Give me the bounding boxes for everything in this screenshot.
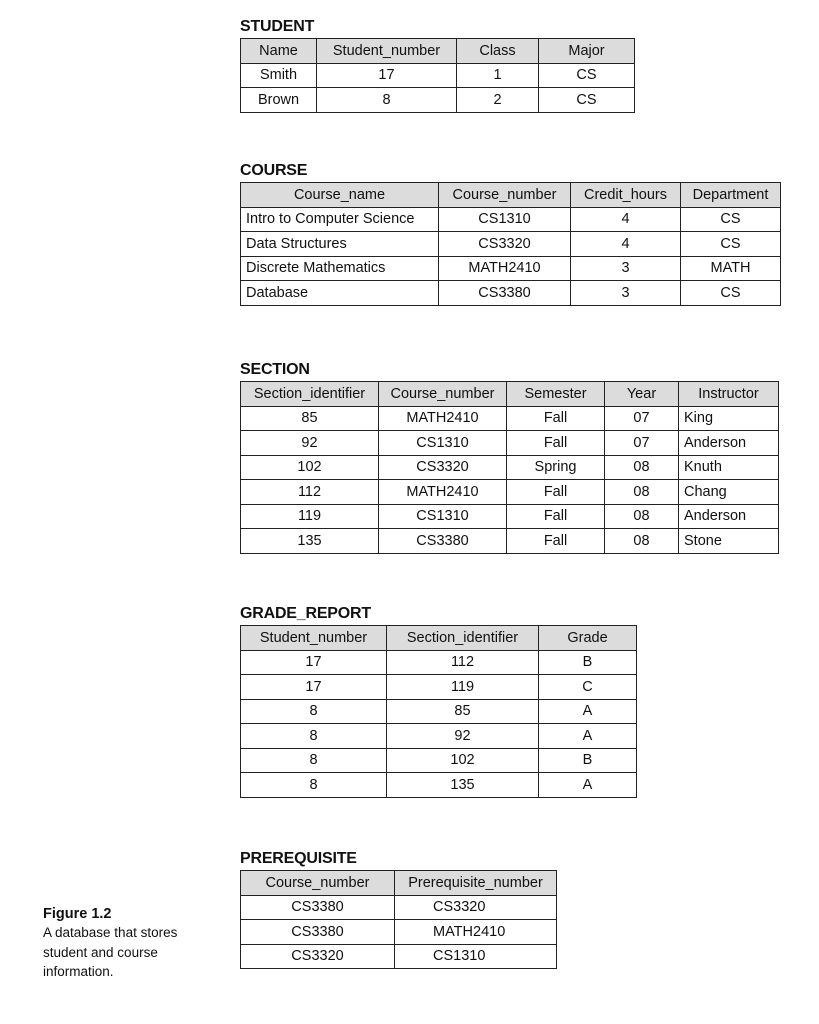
column-header: Prerequisite_number (395, 871, 557, 896)
column-header: Course_name (241, 183, 439, 208)
table-cell: Stone (679, 529, 779, 554)
table-cell: MATH (681, 256, 781, 281)
table-cell: A (539, 699, 637, 724)
table-cell: CS (539, 63, 635, 88)
table-cell: MATH2410 (395, 920, 557, 945)
column-header: Grade (539, 626, 637, 651)
column-header: Instructor (679, 382, 779, 407)
table-cell: 8 (241, 773, 387, 798)
course-table (240, 182, 781, 306)
table-cell: 92 (241, 431, 379, 456)
table-cell: Spring (507, 455, 605, 480)
table-cell: Anderson (679, 431, 779, 456)
table-cell: 8 (241, 724, 387, 749)
table-cell: Knuth (679, 455, 779, 480)
table-cell: 4 (571, 207, 681, 232)
figure-caption-line: information. (43, 964, 114, 979)
table-cell: 102 (387, 748, 539, 773)
column-header: Section_identifier (387, 626, 539, 651)
table-cell: 4 (571, 232, 681, 257)
grade-report-table-block (240, 605, 637, 798)
table-cell: 3 (571, 281, 681, 306)
table-cell: 8 (241, 699, 387, 724)
grade-report-table-title: GRADE_REPORT (240, 605, 371, 622)
table-cell: 119 (241, 504, 379, 529)
table-cell: Fall (507, 529, 605, 554)
table-cell: C (539, 675, 637, 700)
course-table-title: COURSE (240, 162, 308, 179)
table-cell: 08 (605, 504, 679, 529)
table-cell: Fall (507, 504, 605, 529)
table-row (241, 63, 635, 88)
table-cell: CS3320 (439, 232, 571, 257)
table-cell: 85 (241, 406, 379, 431)
student-table-block (240, 18, 635, 113)
table-cell: CS1310 (379, 504, 507, 529)
prerequisite-table-title: PREREQUISITE (240, 850, 357, 867)
table-cell: MATH2410 (379, 480, 507, 505)
table-cell: CS3320 (241, 944, 395, 969)
table-row (241, 256, 781, 281)
table-row (241, 748, 637, 773)
table-cell: 112 (241, 480, 379, 505)
figure-title: Figure 1.2 (43, 906, 112, 922)
table-row (241, 724, 637, 749)
section-table-block (240, 361, 779, 554)
table-cell: 8 (317, 88, 457, 113)
table-cell: 17 (241, 675, 387, 700)
table-cell: CS3380 (241, 895, 395, 920)
table-row (241, 895, 557, 920)
column-header: Course_number (241, 871, 395, 896)
table-cell: 17 (317, 63, 457, 88)
table-cell: CS1310 (379, 431, 507, 456)
table-cell: CS3380 (241, 920, 395, 945)
table-cell: Fall (507, 480, 605, 505)
table-row (241, 920, 557, 945)
column-header: Section_identifier (241, 382, 379, 407)
table-cell: B (539, 748, 637, 773)
table-cell: Fall (507, 406, 605, 431)
table-row (241, 699, 637, 724)
table-cell: MATH2410 (439, 256, 571, 281)
table-cell: 92 (387, 724, 539, 749)
table-cell: CS3320 (379, 455, 507, 480)
table-cell: 85 (387, 699, 539, 724)
table-row (241, 504, 779, 529)
table-cell: 135 (241, 529, 379, 554)
table-row (241, 455, 779, 480)
student-table (240, 38, 635, 113)
column-header: Credit_hours (571, 183, 681, 208)
table-cell: CS3380 (439, 281, 571, 306)
column-header: Student_number (241, 626, 387, 651)
table-cell: 102 (241, 455, 379, 480)
column-header: Semester (507, 382, 605, 407)
table-cell: 119 (387, 675, 539, 700)
table-row (241, 431, 779, 456)
table-row (241, 406, 779, 431)
student-table-title: STUDENT (240, 18, 315, 35)
table-cell: Brown (241, 88, 317, 113)
section-table-title: SECTION (240, 361, 310, 378)
figure-caption (43, 905, 218, 982)
table-cell: 1 (457, 63, 539, 88)
column-header: Student_number (317, 39, 457, 64)
table-cell: 08 (605, 529, 679, 554)
table-header-row (241, 871, 557, 896)
table-header-row (241, 39, 635, 64)
table-cell: 07 (605, 431, 679, 456)
table-cell: Anderson (679, 504, 779, 529)
table-cell: 08 (605, 480, 679, 505)
table-cell: A (539, 724, 637, 749)
table-cell: Chang (679, 480, 779, 505)
prerequisite-table-block (240, 850, 557, 969)
grade-report-table (240, 625, 637, 798)
table-cell: CS1310 (439, 207, 571, 232)
table-header-row (241, 626, 637, 651)
table-row (241, 480, 779, 505)
table-cell: 3 (571, 256, 681, 281)
table-row (241, 773, 637, 798)
section-table (240, 381, 779, 554)
table-cell: Smith (241, 63, 317, 88)
table-cell: Data Structures (241, 232, 439, 257)
table-cell: CS (539, 88, 635, 113)
table-row (241, 650, 637, 675)
column-header: Name (241, 39, 317, 64)
table-header-row (241, 183, 781, 208)
table-cell: CS1310 (395, 944, 557, 969)
table-row (241, 88, 635, 113)
table-cell: CS (681, 207, 781, 232)
figure-caption-line: A database that stores (43, 925, 178, 940)
table-row (241, 232, 781, 257)
table-cell: 112 (387, 650, 539, 675)
table-cell: 8 (241, 748, 387, 773)
column-header: Course_number (439, 183, 571, 208)
table-cell: CS3320 (395, 895, 557, 920)
column-header: Class (457, 39, 539, 64)
table-cell: 07 (605, 406, 679, 431)
column-header: Department (681, 183, 781, 208)
column-header: Year (605, 382, 679, 407)
table-header-row (241, 382, 779, 407)
table-row (241, 529, 779, 554)
table-cell: Intro to Computer Science (241, 207, 439, 232)
table-cell: 2 (457, 88, 539, 113)
table-cell: Discrete Mathematics (241, 256, 439, 281)
table-row (241, 207, 781, 232)
table-cell: MATH2410 (379, 406, 507, 431)
table-cell: A (539, 773, 637, 798)
table-row (241, 281, 781, 306)
table-cell: 08 (605, 455, 679, 480)
table-cell: Fall (507, 431, 605, 456)
figure-caption-line: student and course (43, 944, 158, 960)
table-cell: 135 (387, 773, 539, 798)
prerequisite-table (240, 870, 557, 969)
table-cell: King (679, 406, 779, 431)
table-row (241, 675, 637, 700)
table-cell: Database (241, 281, 439, 306)
column-header: Major (539, 39, 635, 64)
table-cell: CS (681, 232, 781, 257)
table-cell: 17 (241, 650, 387, 675)
table-row (241, 944, 557, 969)
table-cell: CS3380 (379, 529, 507, 554)
course-table-block (240, 162, 781, 306)
column-header: Course_number (379, 382, 507, 407)
table-cell: CS (681, 281, 781, 306)
table-cell: B (539, 650, 637, 675)
